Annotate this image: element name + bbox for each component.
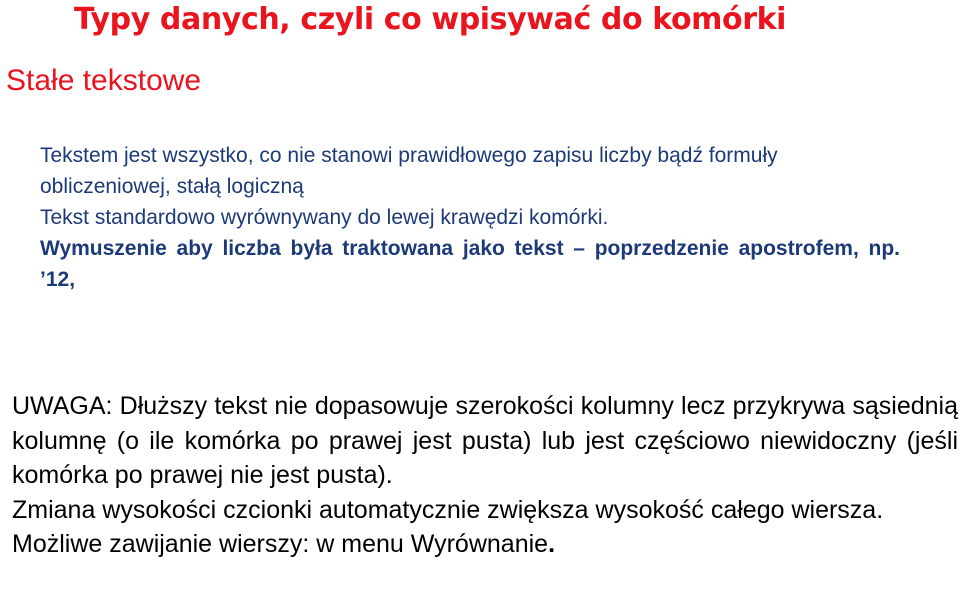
apostrophe-tip: Wymuszenie aby liczba była traktowana jako tekst – poprzedzenie apostrofem, np. ’12,: [40, 237, 900, 291]
wrap-note: [12, 527, 958, 562]
page-title: Typy danych, czyli co wpisywać do komórki: [74, 2, 787, 37]
overflow-warning: UWAGA: Dłuższy tekst nie dopasowuje szerokości kolumny lecz przykrywa sąsiednią kolumnę (o ile komórka po prawej jest pusta) lub jest częściowo niewidoczny (jeśli komórka po prawej nie jest pusta).: [12, 392, 958, 489]
intro-section: [40, 140, 900, 295]
wrap-note-period: .: [548, 530, 556, 558]
text-alignment-note: Tekst standardowo wyrównywany do lewej krawędzi komórki.: [40, 206, 609, 229]
text-definition: Tekstem jest wszystko, co nie stanowi prawidłowego zapisu liczby bądź formuły obliczeniowej, stałą logiczną: [40, 144, 778, 198]
row-height-note: Zmiana wysokości czcionki automatycznie zwiększa wysokość całego wiersza.: [12, 495, 884, 524]
section-subtitle: Stałe tekstowe: [6, 64, 202, 97]
warning-section: [12, 389, 958, 562]
wrap-note-text: Możliwe zawijanie wierszy: w menu Wyrównanie: [12, 530, 549, 558]
